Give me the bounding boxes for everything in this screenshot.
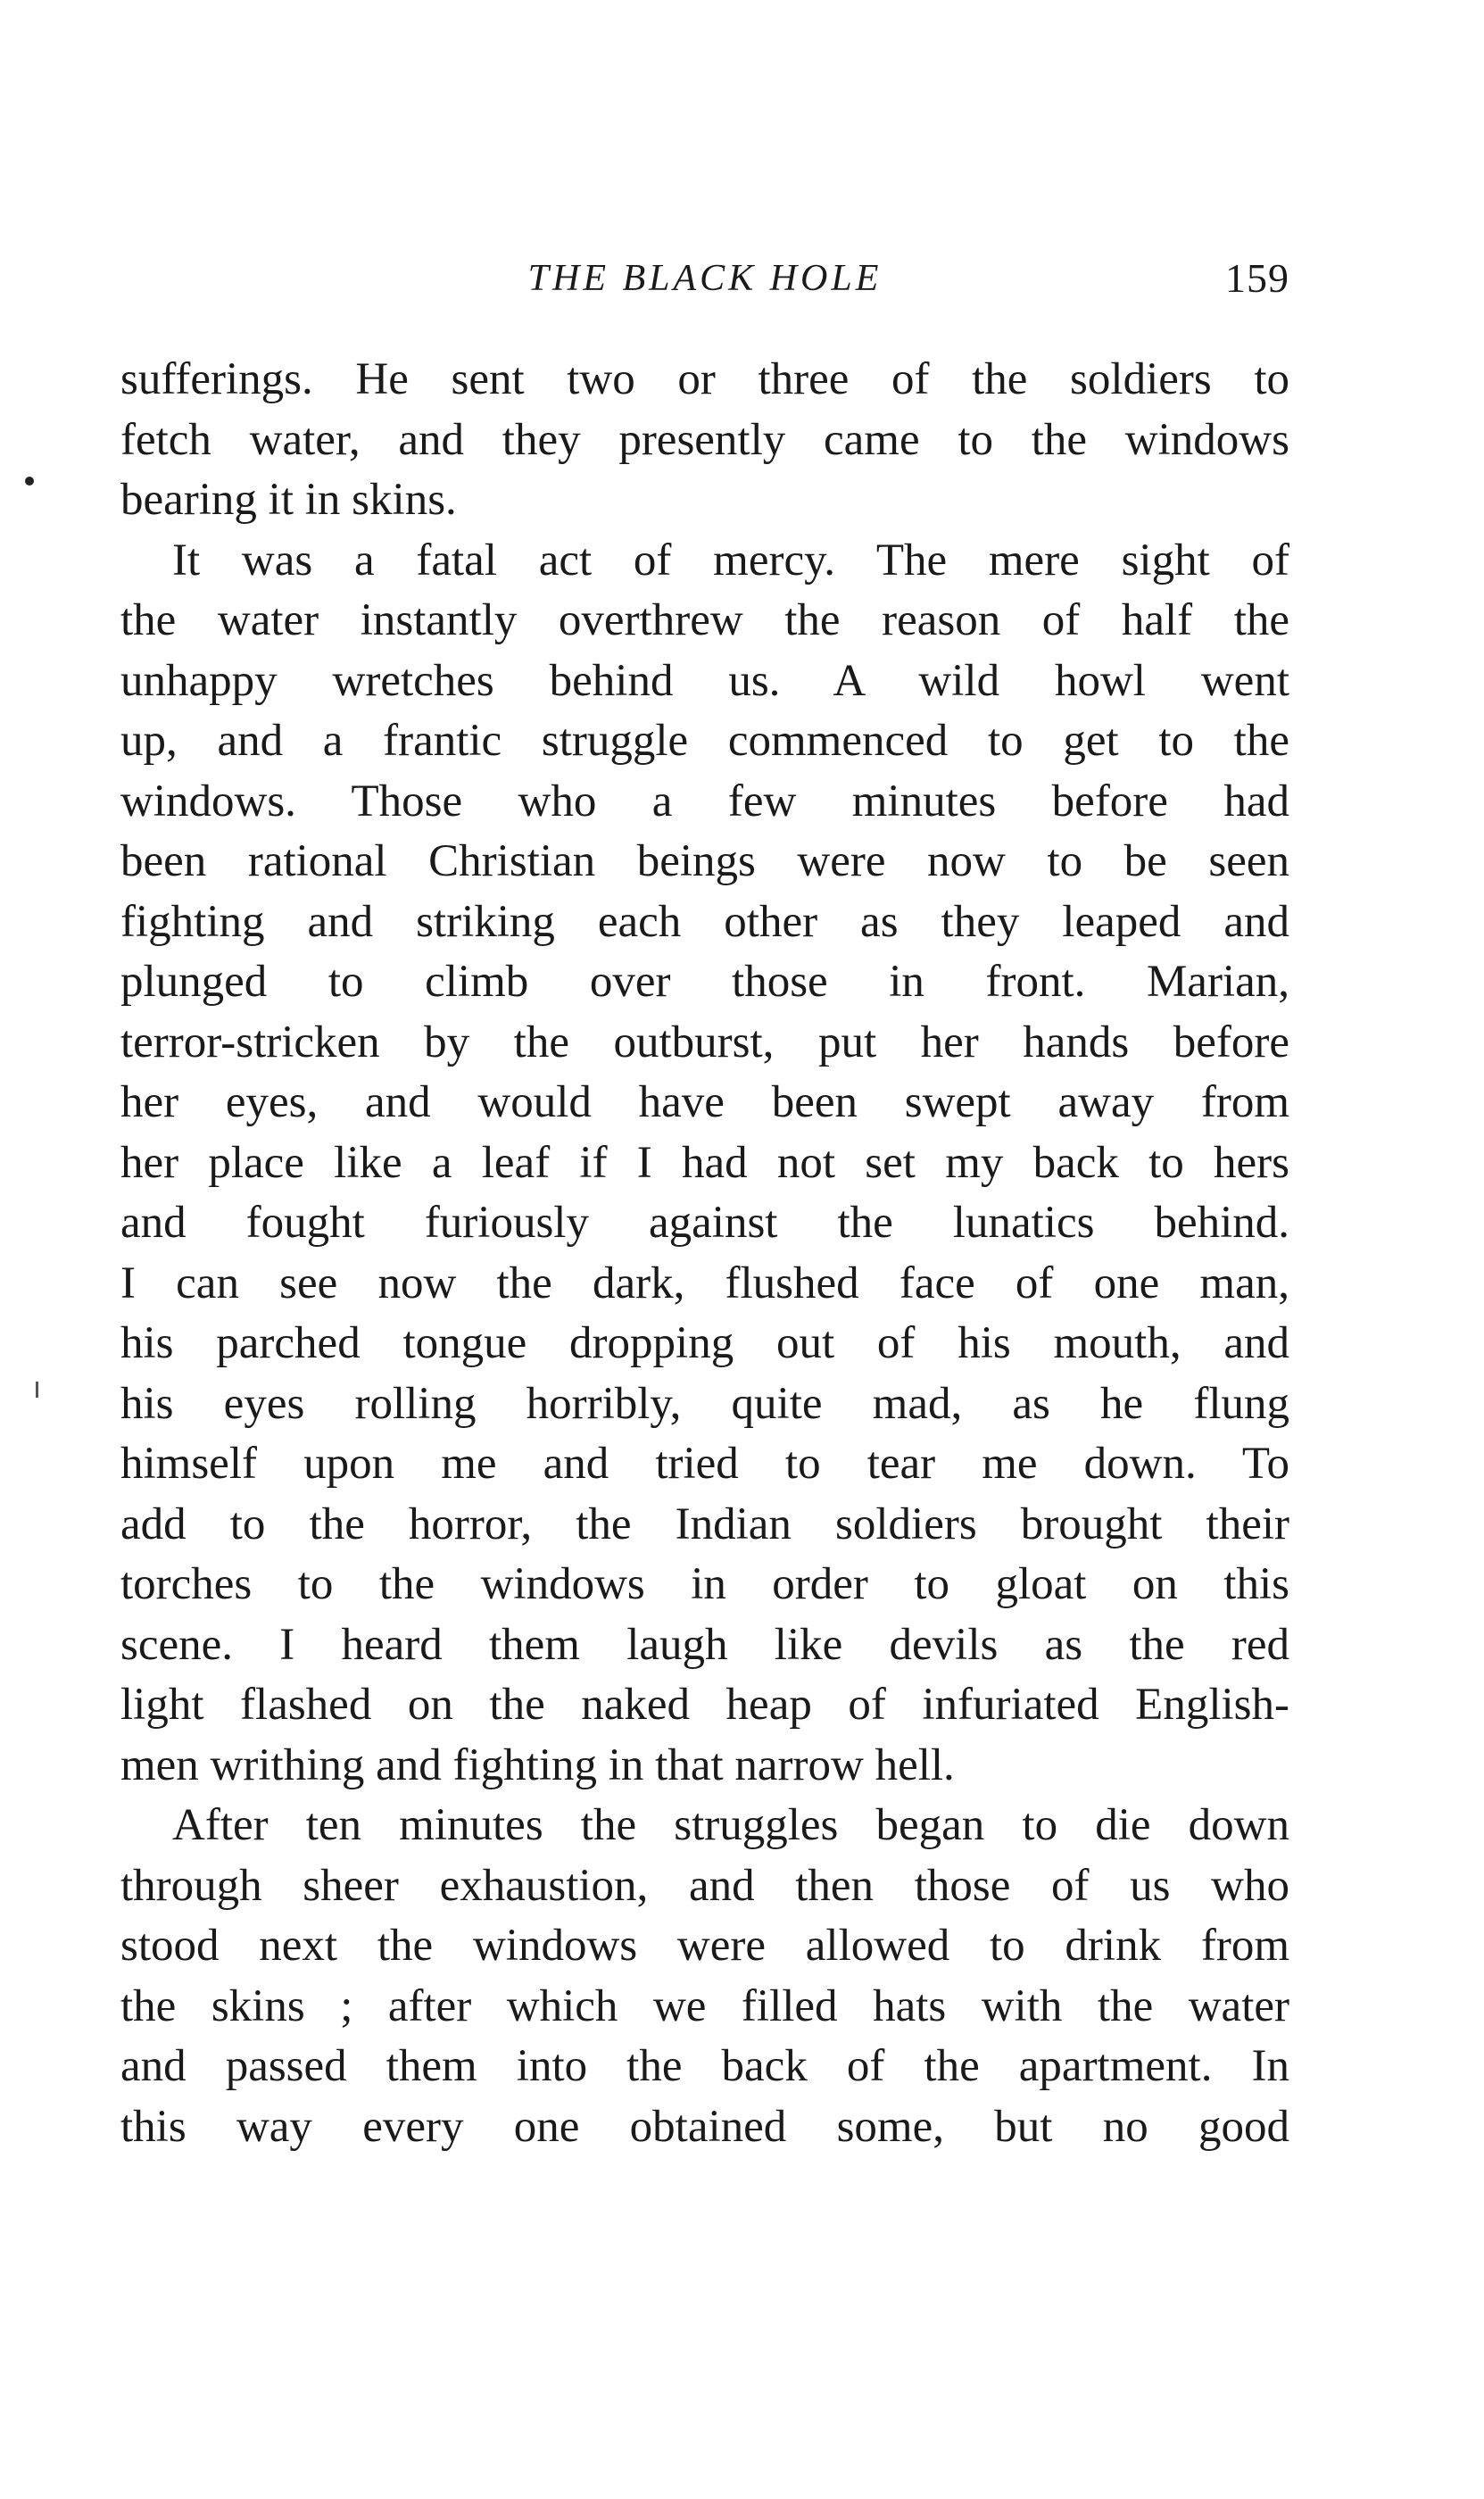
text-line: unhappy wretches behind us. A wild howl went (120, 655, 1289, 706)
text-line: scene. I heard them laugh like devils as the red (120, 1619, 1289, 1670)
text-line: men writhing and fighting in that narrow hell. (120, 1739, 955, 1790)
body-text (120, 350, 1289, 2157)
running-title: THE BLACK HOLE (527, 258, 883, 299)
text-line: and passed them into the back of the apartment. In (120, 2041, 1289, 2091)
text-line: the water instantly overthrew the reason of half the (120, 595, 1289, 645)
text-line: windows. Those who a few minutes before had (120, 776, 1289, 826)
text-line: her place like a leaf if I had not set my back to hers (120, 1137, 1289, 1188)
text-line: bearing it in skins. (120, 475, 457, 525)
paragraph-start-line: It was a fatal act of mercy. The mere sight of (172, 535, 1289, 585)
text-line: torches to the windows in order to gloat on this (120, 1559, 1289, 1609)
page-number: 159 (1225, 255, 1289, 301)
text-line: light flashed on the naked heap of infuriated English- (120, 1680, 1289, 1730)
text-line: his eyes rolling horribly, quite mad, as he flung (120, 1378, 1289, 1429)
text-line: himself upon me and tried to tear me down. To (120, 1439, 1289, 1489)
text-line: fetch water, and they presently came to the windows (120, 414, 1289, 465)
text-line: plunged to climb over those in front. Marian, (120, 957, 1289, 1007)
text-line: the skins ; after which we filled hats with the water (120, 1980, 1289, 2031)
paragraph-start-line: After ten minutes the struggles began to die down (172, 1800, 1289, 1850)
text-line: add to the horror, the Indian soldiers brought their (120, 1499, 1289, 1549)
margin-tick-mark (36, 1382, 38, 1398)
text-line: and fought furiously against the lunatics behind. (120, 1198, 1289, 1248)
text-line: terror-stricken by the outburst, put her hands before (120, 1017, 1289, 1067)
text-line: up, and a frantic struggle commenced to get to the (120, 716, 1289, 766)
text-line: been rational Christian beings were now to be seen (120, 836, 1289, 886)
margin-dot-mark (25, 477, 34, 486)
text-line: her eyes, and would have been swept away from (120, 1077, 1289, 1127)
text-line: I can see now the dark, flushed face of one man, (120, 1258, 1289, 1308)
text-line: stood next the windows were allowed to drink from (120, 1921, 1289, 1971)
text-line: sufferings. He sent two or three of the soldiers to (120, 354, 1289, 404)
text-line: this way every one obtained some, but no good (120, 2101, 1289, 2152)
text-line: through sheer exhaustion, and then those of us who (120, 1860, 1289, 1911)
running-head (120, 252, 1289, 305)
text-line: his parched tongue dropping out of his mouth, and (120, 1318, 1289, 1368)
text-line: fighting and striking each other as they leaped and (120, 896, 1289, 947)
